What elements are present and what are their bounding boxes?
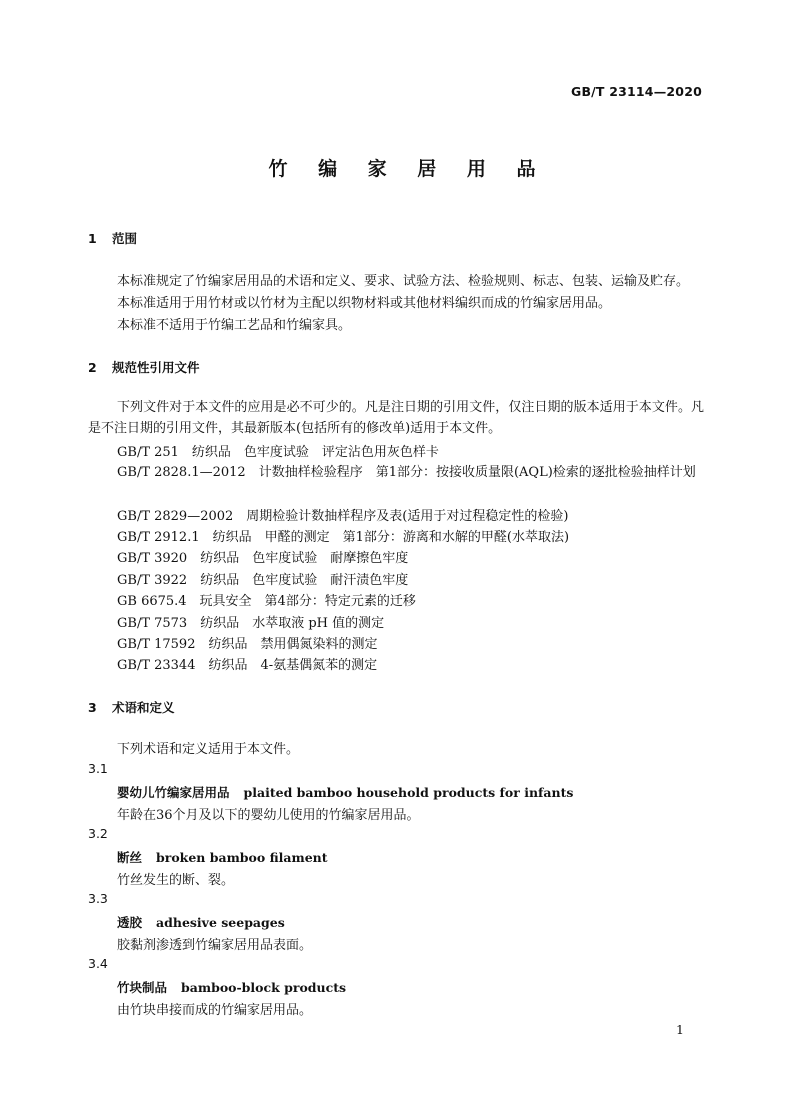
reference-item: GB/T 23344 纺织品 4-氨基偶氮苯的测定 bbox=[117, 658, 378, 673]
section-title: 范围 bbox=[112, 231, 138, 246]
reference-item: GB 6675.4 玩具安全 第4部分：特定元素的迁移 bbox=[117, 594, 416, 609]
page-number: 1 bbox=[676, 1022, 684, 1037]
reference-item: GB/T 3922 纺织品 色牢度试验 耐汗渍色牢度 bbox=[117, 573, 409, 588]
term-definition: 由竹块串接而成的竹编家居用品。 bbox=[117, 1003, 313, 1018]
document-title: 竹 编 家 居 用 品 bbox=[268, 158, 548, 180]
section-title: 术语和定义 bbox=[112, 700, 175, 715]
section-number: 2 bbox=[88, 360, 97, 375]
term-english: bamboo-block products bbox=[181, 980, 347, 995]
section-number: 3 bbox=[88, 700, 97, 715]
term-number: 3.4 bbox=[88, 956, 108, 971]
term-definition: 竹丝发生的断、裂。 bbox=[117, 873, 235, 888]
term-number: 3.3 bbox=[88, 891, 108, 906]
term-chinese: 竹块制品 bbox=[117, 980, 168, 995]
paragraph: 本标准不适用于竹编工艺品和竹编家具。 bbox=[117, 318, 352, 333]
term-english: broken bamboo filament bbox=[156, 850, 328, 865]
term-english: adhesive seepages bbox=[156, 915, 285, 930]
reference-item: GB/T 2828.1—2012 计数抽样检验程序 第1部分：按接收质量限(AQL)检索的逐批检验抽样计划 bbox=[117, 465, 696, 480]
section-heading-scope bbox=[88, 229, 137, 247]
reference-item: GB/T 251 纺织品 色牢度试验 评定沾色用灰色样卡 bbox=[117, 445, 439, 460]
reference-item: GB/T 17592 纺织品 禁用偶氮染料的测定 bbox=[117, 637, 378, 652]
paragraph: 下列文件对于本文件的应用是必不可少的。凡是注日期的引用文件，仅注日期的版本适用于本文件。凡是不注日期的引用文件，其最新版本(包括所有的修改单)适用于本文件。 bbox=[88, 400, 704, 436]
reference-item: GB/T 2912.1 纺织品 甲醛的测定 第1部分：游离和水解的甲醛(水萃取法) bbox=[117, 530, 570, 545]
term-english: plaited bamboo household products for infants bbox=[243, 785, 574, 800]
reference-item: GB/T 2829—2002 周期检验计数抽样程序及表(适用于对过程稳定性的检验) bbox=[117, 509, 569, 524]
term-number: 3.2 bbox=[88, 826, 108, 841]
reference-item: GB/T 3920 纺织品 色牢度试验 耐摩擦色牢度 bbox=[117, 551, 409, 566]
term-entry bbox=[117, 913, 285, 931]
paragraph: 下列术语和定义适用于本文件。 bbox=[117, 742, 300, 757]
section-heading-normative-references bbox=[88, 358, 200, 376]
paragraph: 本标准适用于用竹材或以竹材为主配以织物材料或其他材料编织而成的竹编家居用品。 bbox=[117, 296, 612, 311]
section-number: 1 bbox=[88, 231, 97, 246]
term-definition: 年龄在36个月及以下的婴幼儿使用的竹编家居用品。 bbox=[117, 808, 420, 823]
term-definition: 胶黏剂渗透到竹编家居用品表面。 bbox=[117, 938, 313, 953]
term-entry bbox=[117, 783, 573, 801]
standard-code: GB/T 23114—2020 bbox=[570, 84, 702, 99]
term-entry bbox=[117, 848, 328, 866]
term-number: 3.1 bbox=[88, 761, 108, 776]
term-chinese: 断丝 bbox=[117, 850, 143, 865]
reference-item: GB/T 7573 纺织品 水萃取液 pH 值的测定 bbox=[117, 616, 385, 631]
paragraph: 本标准规定了竹编家居用品的术语和定义、要求、试验方法、检验规则、标志、包装、运输及贮存。 bbox=[117, 274, 690, 289]
term-chinese: 婴幼儿竹编家居用品 bbox=[117, 785, 230, 800]
term-chinese: 透胶 bbox=[117, 915, 143, 930]
term-entry bbox=[117, 978, 346, 996]
section-title: 规范性引用文件 bbox=[112, 360, 200, 375]
section-heading-terms bbox=[88, 698, 175, 716]
